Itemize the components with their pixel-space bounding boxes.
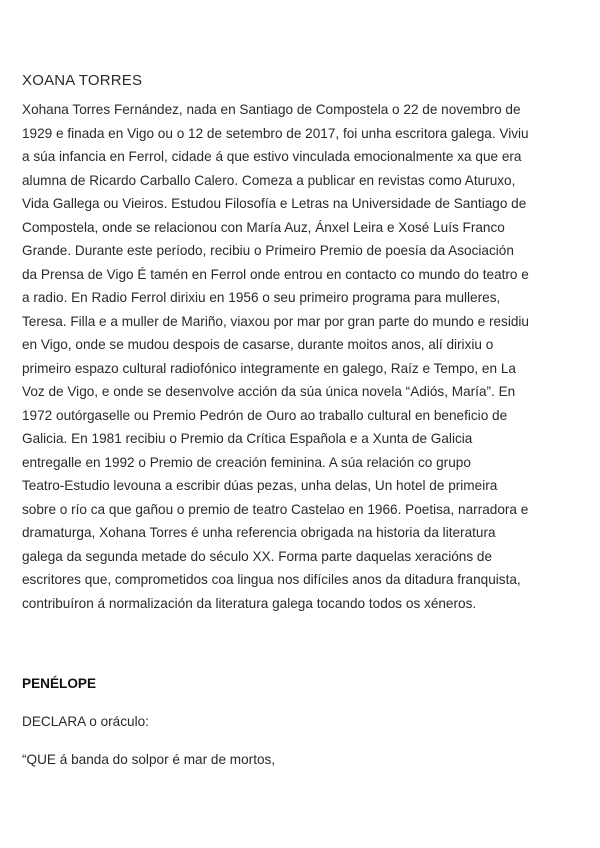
bio-line: Grande. Durante este período, recibiu o Primeiro Premio de poesía da Asociación bbox=[22, 243, 514, 258]
poem-verse: DECLARA o oráculo: bbox=[22, 714, 149, 729]
bio-line: da Prensa de Vigo É tamén en Ferrol onde entrou en contacto co mundo do teatro e bbox=[22, 266, 529, 282]
bio-line: en Vigo, onde se mudou despois de casarse, durante moitos anos, alí dirixiu o bbox=[22, 337, 494, 352]
bio-line: Galicia. En 1981 recibiu o Premio da Crítica Española e a Xunta de Galicia bbox=[22, 431, 473, 446]
bio-line: contribuíron á normalización da literatura galega tocando todos os xéneros. bbox=[22, 595, 477, 611]
bio-line: galega da segunda metade do século XX. Forma parte daquelas xeracións de bbox=[22, 548, 493, 564]
bio-line: Voz de Vigo, e onde se desenvolve acción da súa única novela “Adiós, María”. En bbox=[22, 384, 516, 399]
bio-line: Vida Gallega ou Vieiros. Estudou Filosofía e Letras na Universidade de Santiago de bbox=[22, 196, 527, 211]
bio-line: entregalle en 1992 o Premio de creación feminina. A súa relación co grupo bbox=[22, 454, 471, 470]
bio-line: 1972 outórgaselle ou Premio Pedrón de Ouro ao traballo cultural en beneficio de bbox=[22, 407, 508, 423]
bio-line: a súa infancia en Ferrol, cidade á que estivo vinculada emocionalmente xa que era bbox=[22, 149, 522, 164]
bio-line: Xohana Torres Fernández, nada en Santiago de Compostela o 22 de novembro de bbox=[22, 102, 521, 117]
bio-line: Compostela, onde se relacionou con María Auz, Ánxel Leira e Xosé Luís Franco bbox=[22, 219, 505, 235]
biography-paragraph bbox=[22, 98, 582, 615]
bio-line: sobre o río ca que gañou o premio de teatro Castelao en 1966. Poetisa, narradora e bbox=[22, 501, 529, 517]
bio-line: alumna de Ricardo Carballo Calero. Comeza a publicar en revistas como Aturuxo, bbox=[22, 172, 516, 188]
author-heading: XOANA TORRES bbox=[22, 72, 143, 89]
bio-line: Teatro-Estudio levouna a escribir dúas pezas, unha delas, Un hotel de primeira bbox=[22, 478, 498, 493]
bio-line: dramaturga, Xohana Torres é unha referencia obrigada na historia da literatura bbox=[22, 525, 496, 540]
bio-line: escritores que, comprometidos coa lingua nos difíciles anos da ditadura franquista, bbox=[22, 572, 521, 587]
bio-line: Teresa. Filla e a muller de Mariño, viaxou por mar por gran parte do mundo e residiu bbox=[22, 313, 529, 329]
bio-line: primeiro espazo cultural radiofónico integramente en galego, Raíz e Tempo, en La bbox=[22, 360, 516, 376]
poem-title: PENÉLOPE bbox=[22, 676, 97, 691]
bio-line: a radio. En Radio Ferrol dirixiu en 1956 o seu primeiro programa para mulleres, bbox=[22, 290, 501, 305]
bio-line: 1929 e finada en Vigo ou o 12 de setembro de 2017, foi unha escritora galega. Viviu bbox=[22, 125, 529, 141]
poem-verse: “QUE á banda do solpor é mar de mortos, bbox=[22, 752, 276, 767]
